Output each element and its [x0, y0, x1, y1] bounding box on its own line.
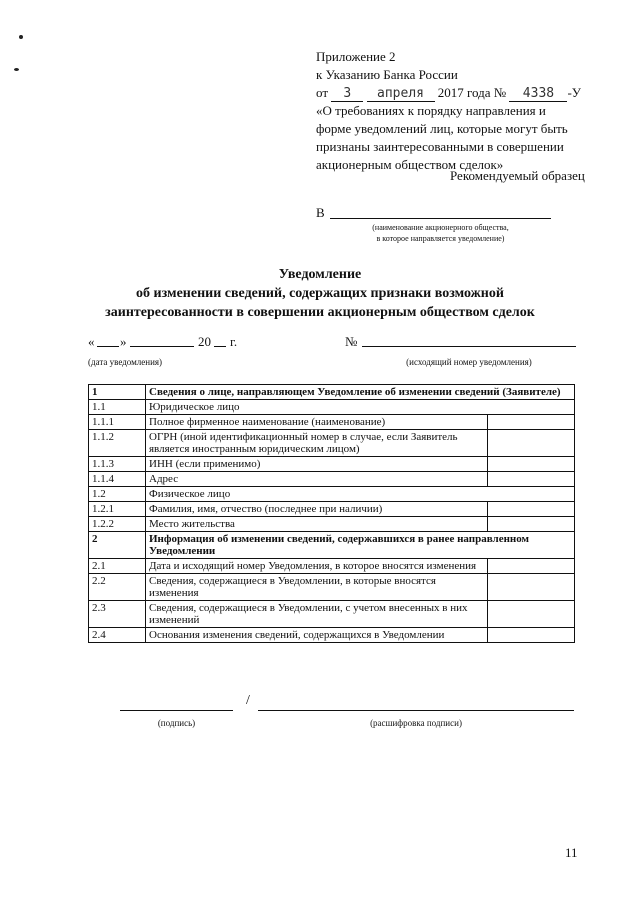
- outgoing-number-line[interactable]: [362, 346, 576, 347]
- transcript-caption: (расшифровка подписи): [370, 718, 462, 728]
- document-subtitle-1: об изменении сведений, содержащих признаки возможной: [136, 286, 504, 301]
- row-value-cell[interactable]: [488, 472, 575, 487]
- date-year-line[interactable]: [214, 346, 226, 347]
- row-value-cell[interactable]: [488, 415, 575, 430]
- year-prefix: 20: [198, 334, 211, 349]
- number-sign: №: [493, 85, 507, 100]
- number-value: 4338: [509, 87, 567, 102]
- row-label: Место жительства: [146, 517, 488, 532]
- addressee-line[interactable]: [330, 218, 551, 219]
- row-number: 2: [89, 532, 146, 559]
- header-line-5: форме уведомлений лиц, которые могут быть: [316, 121, 568, 136]
- document-subtitle-2: заинтересованности в совершении акционерным обществом сделок: [105, 305, 535, 320]
- header-date-line: [316, 84, 581, 102]
- signature-slash: /: [246, 693, 250, 708]
- row-label: Адрес: [146, 472, 488, 487]
- table-row: [89, 430, 575, 457]
- table-row: [89, 487, 575, 502]
- table-row: [89, 574, 575, 601]
- row-number: 1.1.2: [89, 430, 146, 457]
- row-value-cell[interactable]: [488, 628, 575, 643]
- recommended-sample: Рекомендуемый образец: [450, 168, 585, 183]
- header-line-6: признаны заинтересованными в совершении: [316, 139, 564, 154]
- document-title: Уведомление: [278, 267, 362, 282]
- page-number: 11: [565, 845, 578, 860]
- row-value-cell[interactable]: [488, 502, 575, 517]
- outgoing-number-caption: (исходящий номер уведомления): [406, 357, 532, 367]
- row-number: 1.1.1: [89, 415, 146, 430]
- row-number: 2.1: [89, 559, 146, 574]
- row-label: ОГРН (иной идентификационный номер в случае, если Заявитель является иностранным юридическим лицом): [146, 430, 488, 457]
- table-row: [89, 415, 575, 430]
- addressee-prefix: В: [316, 205, 325, 220]
- row-value-cell[interactable]: [488, 517, 575, 532]
- year-suffix: г.: [230, 334, 238, 349]
- row-value-cell[interactable]: [488, 601, 575, 628]
- notification-table: [88, 384, 575, 643]
- signature-caption: (подпись): [157, 718, 196, 728]
- row-number: 1.1.4: [89, 472, 146, 487]
- row-value-cell[interactable]: [488, 430, 575, 457]
- row-label: ИНН (если применимо): [146, 457, 488, 472]
- scan-mark-2: [14, 68, 19, 71]
- row-number: 2.4: [89, 628, 146, 643]
- date-day-line[interactable]: [97, 346, 119, 347]
- date-month: апреля: [367, 87, 435, 102]
- row-number: 1.2: [89, 487, 146, 502]
- header-line-7: акционерным обществом сделок»: [316, 157, 504, 172]
- row-number: 1.1: [89, 400, 146, 415]
- row-label: Физическое лицо: [146, 487, 575, 502]
- addressee-note-1: (наименование акционерного общества,: [372, 223, 509, 232]
- row-label: Полное фирменное наименование (наименование): [146, 415, 488, 430]
- header-block: [316, 48, 581, 174]
- header-line-2: к Указанию Банка России: [316, 67, 458, 82]
- scan-mark-1: [19, 35, 23, 39]
- row-value-cell[interactable]: [488, 457, 575, 472]
- table-row: [89, 532, 575, 559]
- date-day: 3: [331, 87, 363, 102]
- row-label: Информация об изменении сведений, содержавшихся в ранее направленном Уведомлении: [146, 532, 575, 559]
- row-number: 1.2.1: [89, 502, 146, 517]
- table-row: [89, 472, 575, 487]
- row-label: Сведения о лице, направляющем Уведомление об изменении сведений (Заявителе): [146, 385, 575, 400]
- row-label: Фамилия, имя, отчество (последнее при наличии): [146, 502, 488, 517]
- date-prefix: от: [316, 85, 329, 100]
- row-number: 1.2.2: [89, 517, 146, 532]
- header-line-1: Приложение 2: [316, 49, 396, 64]
- row-label: Сведения, содержащиеся в Уведомлении, с учетом внесенных в них изменений: [146, 601, 488, 628]
- table-row: [89, 559, 575, 574]
- table-row: [89, 628, 575, 643]
- row-number: 2.3: [89, 601, 146, 628]
- row-number: 1: [89, 385, 146, 400]
- row-label: Юридическое лицо: [146, 400, 575, 415]
- table-row: [89, 385, 575, 400]
- header-line-4: «О требованиях к порядку направления и: [316, 103, 546, 118]
- table-row: [89, 400, 575, 415]
- row-number: 1.1.3: [89, 457, 146, 472]
- date-month-line[interactable]: [130, 346, 194, 347]
- number-suffix: -У: [567, 85, 581, 100]
- row-value-cell[interactable]: [488, 559, 575, 574]
- row-number: 2.2: [89, 574, 146, 601]
- table-row: [89, 517, 575, 532]
- signature-line[interactable]: [120, 710, 233, 711]
- signature-transcript-line[interactable]: [258, 710, 574, 711]
- date-open-quote: «: [88, 334, 95, 349]
- table-row: [89, 457, 575, 472]
- date-year: 2017 года: [437, 85, 491, 100]
- row-value-cell[interactable]: [488, 574, 575, 601]
- outgoing-number-sign: №: [345, 334, 358, 349]
- row-label: Сведения, содержащиеся в Уведомлении, в которые вносятся изменения: [146, 574, 488, 601]
- table-row: [89, 601, 575, 628]
- date-close-quote: »: [120, 334, 127, 349]
- row-label: Основания изменения сведений, содержащихся в Уведомлении: [146, 628, 488, 643]
- date-caption: (дата уведомления): [88, 357, 163, 367]
- row-label: Дата и исходящий номер Уведомления, в которое вносятся изменения: [146, 559, 488, 574]
- table-row: [89, 502, 575, 517]
- addressee-note-2: в которое направляется уведомление): [376, 234, 505, 243]
